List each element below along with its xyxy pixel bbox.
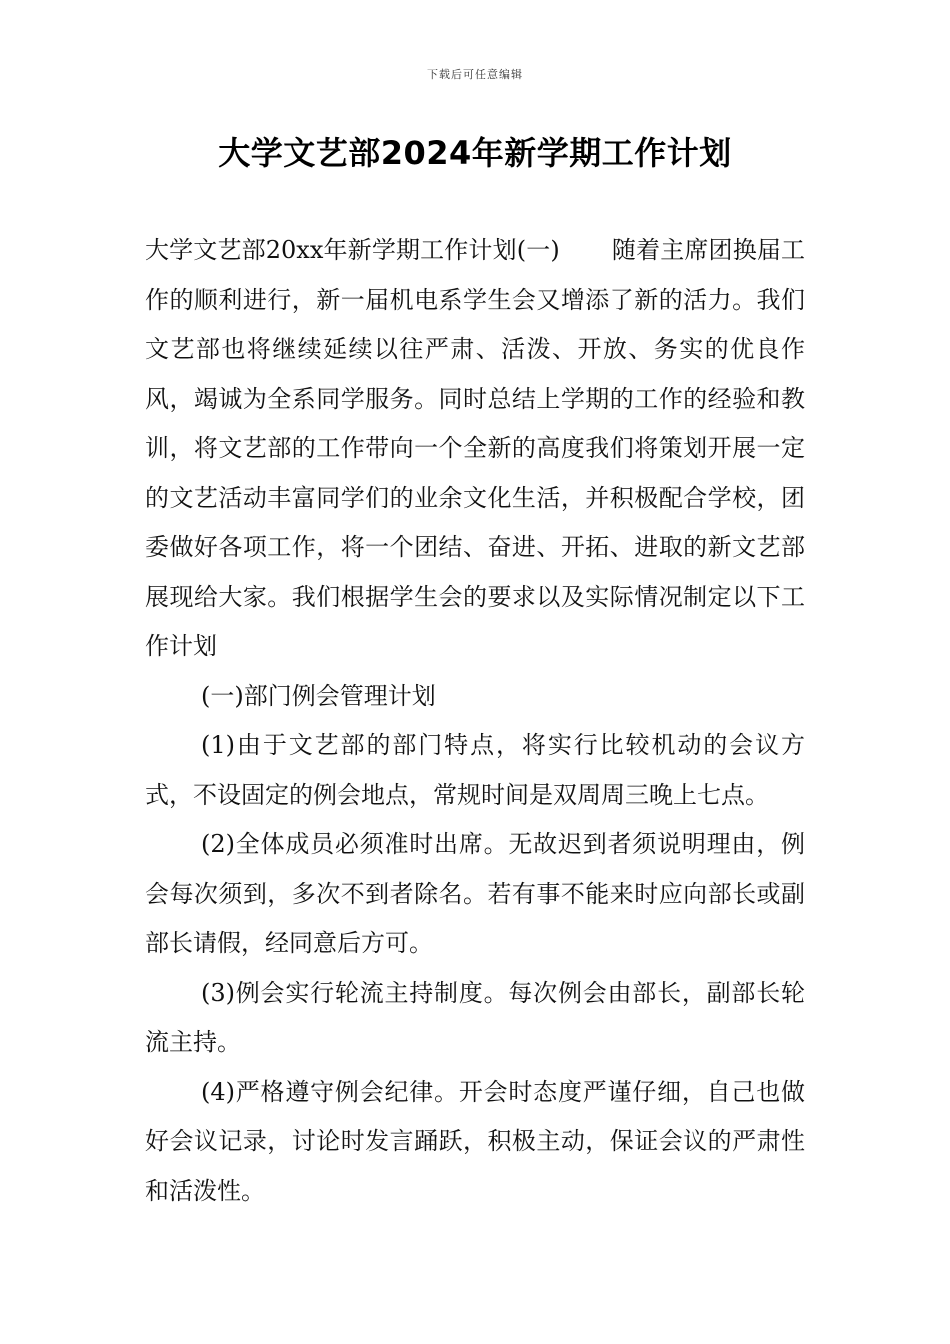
intro-body: 随着主席团换届工作的顺利进行，新一届机电系学生会又增添了新的活力。我们文艺部也将继续延续以往严肃、活泼、开放、务实的优良作风，竭诚为全系同学服务。同时总结上学期的工作的经验和教训，将文艺部的工作带向一个全新的高度我们将策划开展一定的文艺活动丰富同学们的业余文化生活，并积极配合学校，团委做好各项工作，将一个团结、奋进、开拓、进取的新文艺部展现给大家。我们根据学生会的要求以及实际情况制定以下工作计划 (145, 236, 805, 660)
rule-item-4: (4)严格遵守例会纪律。开会时态度严谨仔细，自己也做好会议记录，讨论时发言踊跃，积极主动，保证会议的严肃性和活泼性。 (145, 1077, 805, 1205)
intro-paragraph (145, 226, 805, 672)
rule-item-3: (3)例会实行轮流主持制度。每次例会由部长，副部长轮流主持。 (145, 978, 805, 1056)
rule-item-1: (1)由于文艺部的部门特点，将实行比较机动的会议方式，不设固定的例会地点，常规时间是双周周三晚上七点。 (145, 731, 805, 809)
rule-item-2: (2)全体成员必须准时出席。无故迟到者须说明理由，例会每次须到，多次不到者除名。若有事不能来时应向部长或副部长请假，经同意后方可。 (145, 830, 805, 957)
header-note: 下载后可任意编辑 (427, 68, 523, 81)
intro-heading: 大学文艺部20xx年新学期工作计划(一) (145, 236, 560, 264)
document-body (145, 226, 805, 1216)
section-heading: (一)部门例会管理计划 (201, 681, 436, 710)
document-title: 大学文艺部2024年新学期工作计划 (218, 134, 732, 172)
